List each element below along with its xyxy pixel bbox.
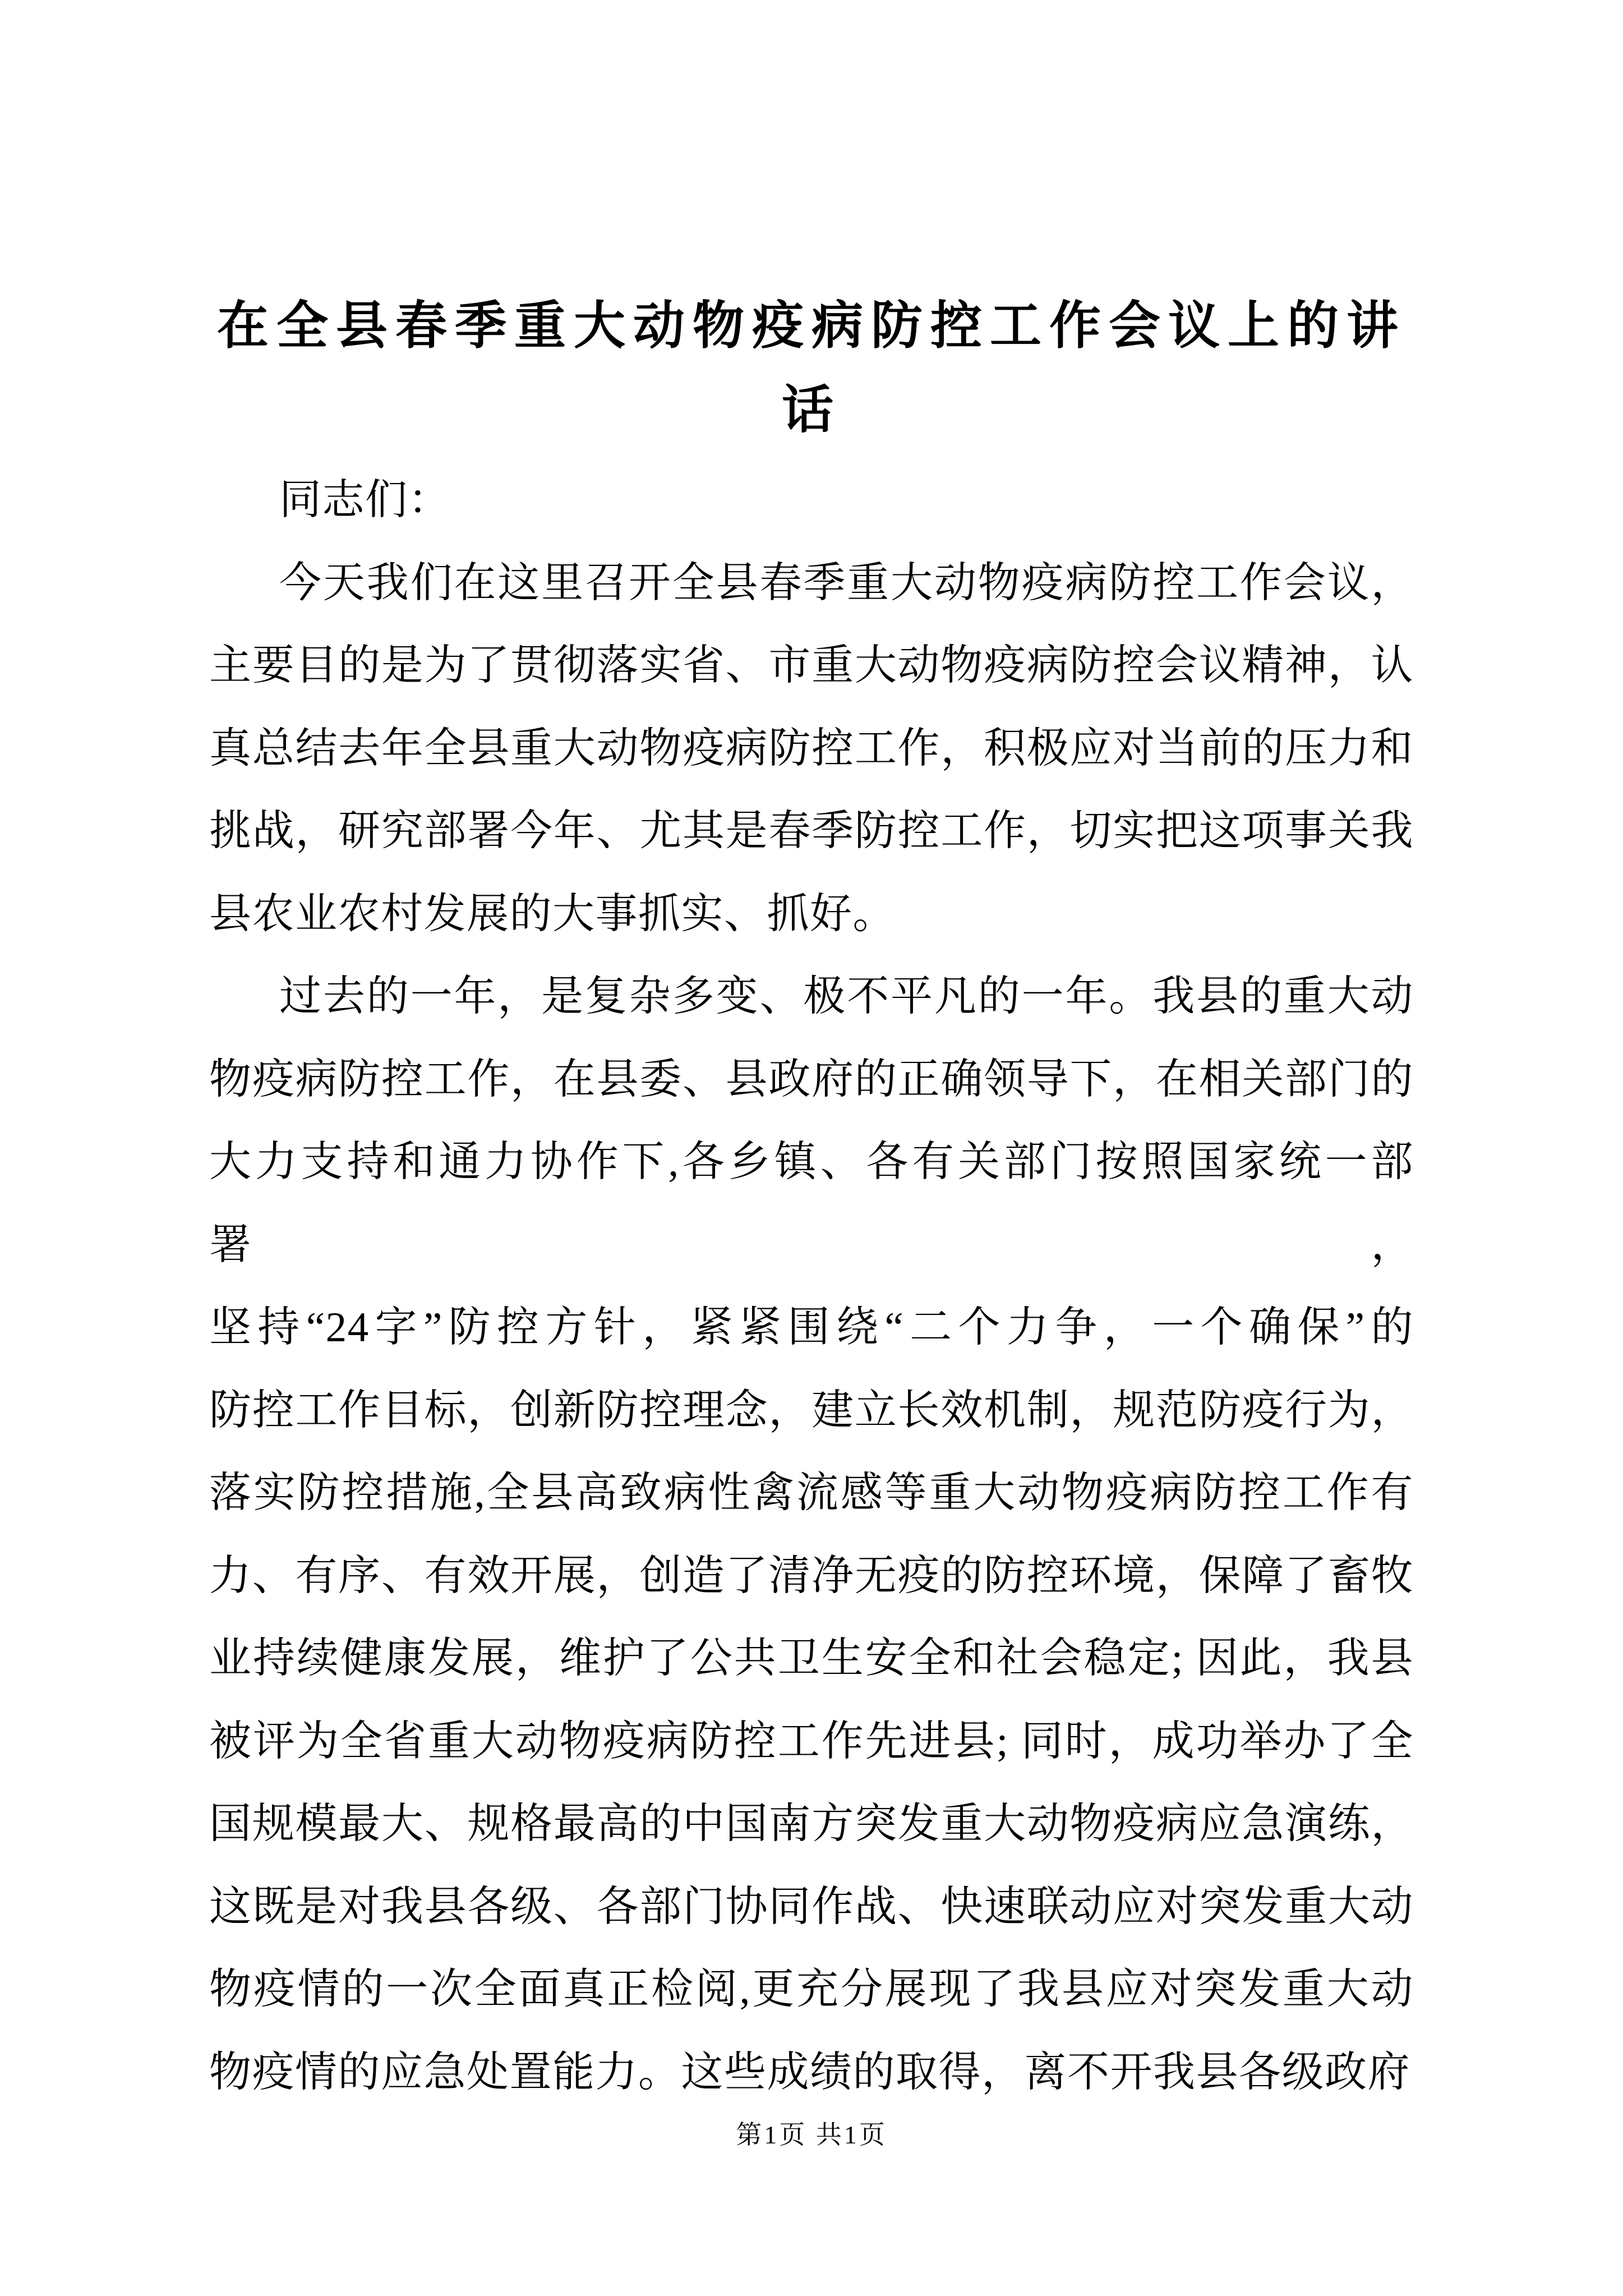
paragraph-3-line: 业持续健康发展，维护了公共卫生安全和社会稳定; 因此，我县 [209,1635,1414,1682]
paragraph-2-line: 今天我们在这里召开全县春季重大动物疫病防控工作会议， [279,559,1414,606]
page-number-label: 第1页 共1页 [736,2120,887,2149]
paragraph-2-line: 主要目的是为了贯彻落实省、市重大动物疫病防控会议精神，认 [209,642,1414,689]
document-body [209,459,1414,2114]
paragraph-2-line: 真总结去年全县重大动物疫病防控工作，积极应对当前的压力和 [209,725,1414,772]
paragraph-3-line: 物疫情的一次全面真正检阅,更充分展现了我县应对突发重大动 [209,1966,1414,2013]
paragraph-2-line: 县农业农村发展的大事抓实、抓好。 [209,890,896,937]
paragraph-3-line: 大力支持和通力协作下,各乡镇、各有关部门按照国家统一部署， [209,1139,1414,1268]
paragraph-3-line: 物疫情的应急处置能力。这些成绩的取得，离不开我县各级政府 [209,2049,1411,2096]
paragraph-2-line: 挑战，研究部署今年、尤其是春季防控工作，切实把这项事关我 [209,808,1414,854]
paragraph-1-line: 同志们： [279,477,451,523]
document-content [209,0,1414,2114]
paragraph-3-line: 力、有序、有效开展，创造了清净无疫的防控环境，保障了畜牧 [209,1552,1414,1599]
paragraph-3-line: 落实防控措施,全县高致病性禽流感等重大动物疫病防控工作有 [209,1470,1414,1516]
paragraph-3-line: 国规模最大、规格最高的中国南方突发重大动物疫病应急演练， [209,1801,1414,1847]
paragraph-3-line: 物疫病防控工作，在县委、县政府的正确领导下，在相关部门的 [209,1056,1414,1103]
paragraph-3-line: 被评为全省重大动物疫病防控工作先进县; 同时，成功举办了全 [209,1718,1414,1765]
paragraph-3-line: 这既是对我县各级、各部门协同作战、快速联动应对突发重大动 [209,1883,1414,1930]
page-footer [0,2113,1623,2157]
paragraph-3-line: 坚持“24字”防控方针，紧紧围绕“二个力争，一个确保”的 [209,1304,1414,1351]
paragraph-3-line: 防控工作目标，创新防控理念，建立长效机制，规范防疫行为， [209,1387,1414,1434]
document-title: 在全县春季重大动物疫病防控工作会议上的讲话 [216,297,1406,439]
paragraph-3-line: 过去的一年，是复杂多变、极不平凡的一年。我县的重大动 [279,973,1414,1020]
